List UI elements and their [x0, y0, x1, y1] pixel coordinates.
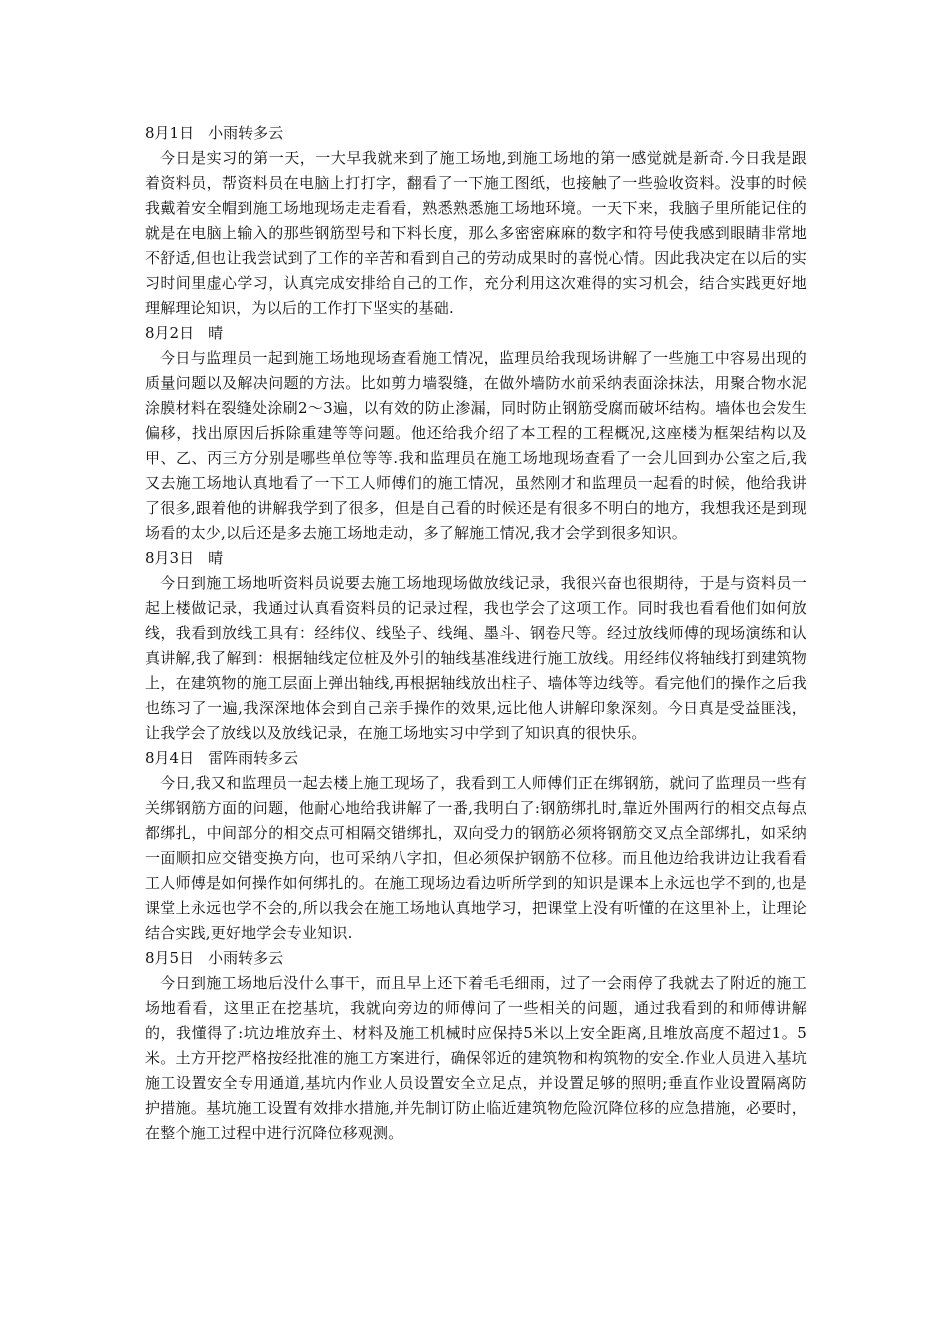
entry-heading [145, 321, 807, 346]
entry-text: 今日与监理员一起到施工场地现场查看施工情况，监理员给我现场讲解了一些施工中容易出现的质量问题以及解决问题的方法。比如剪力墙裂缝，在做外墙防水前采纳表面涂抹法，用聚合物水泥涂膜材料在裂缝处涂刷2～3遍，以有效的防止渗漏，同时防止钢筋受腐而破坏结构。墙体也会发生偏移，找出原因后拆除重建等等问题。他还给我介绍了本工程的工程概况,这座楼为框架结构以及甲、乙、丙三方分别是哪些单位等等.我和监理员在施工场地现场查看了一会儿回到办公室之后,我又去施工场地认真地看了一下工人师傅们的施工情况，虽然刚才和监理员一起看的时候，他给我讲了很多,跟着他的讲解我学到了很多，但是自己看的时候还是有很多不明白的地方，我想我还是到现场看的太少,以后还是多去施工场地走动，多了解施工情况,我才会学到很多知识。 [145, 349, 807, 542]
entry-text: 今日,我又和监理员一起去楼上施工现场了，我看到工人师傅们正在绑钢筋，就问了监理员一些有关绑钢筋方面的问题，他耐心地给我讲解了一番,我明白了:钢筋绑扎时,靠近外围两行的相交点每点都绑扎，中间部分的相交点可相隔交错绑扎，双向受力的钢筋必须将钢筋交叉点全部绑扎，如采纳一面顺扣应交错变换方向，也可采纳八字扣，但必须保护钢筋不位移。而且他边给我讲边让我看看工人师傅是如何操作如何绑扎的。在施工现场边看边听所学到的知识是课本上永远也学不到的,也是课堂上永远也学不会的,所以我会在施工场地认真地学习，把课堂上没有听懂的在这里补上，让理论结合实践,更好地学会专业知识. [145, 774, 807, 942]
diary-document [145, 121, 807, 1146]
diary-entry-aug-2 [145, 321, 807, 546]
entry-heading [145, 746, 807, 771]
entry-text: 今日是实习的第一天，一大早我就来到了施工场地,到施工场地的第一感觉就是新奇.今日我是跟着资料员，帮资料员在电脑上打打字，翻看了一下施工图纸，也接触了一些验收资料。没事的时候我戴着安全帽到施工场地现场走走看看，熟悉熟悉施工场地环境。一天下来，我脑子里所能记住的就是在电脑上输入的那些钢筋型号和下料长度，那么多密密麻麻的数字和符号使我感到眼睛非常地不舒适,但也让我尝试到了工作的辛苦和看到自己的劳动成果时的喜悦心情。因此我决定在以后的实习时间里虚心学习，认真完成安排给自己的工作，充分利用这次难得的实习机会，结合实践更好地理解理论知识，为以后的工作打下坚实的基础. [145, 149, 807, 317]
diary-entry-aug-5 [145, 946, 807, 1146]
entry-weather: 晴 [208, 549, 224, 567]
entry-heading [145, 946, 807, 971]
entry-date: 8月1日 [145, 124, 195, 142]
diary-entry-aug-1 [145, 121, 807, 321]
entry-date: 8月2日 [145, 324, 195, 342]
entry-text: 今日到施工场地听资料员说要去施工场地现场做放线记录，我很兴奋也很期待，于是与资料员一起上楼做记录，我通过认真看资料员的记录过程，我也学会了这项工作。同时我也看看他们如何放线，我看到放线工具有：经纬仪、线坠子、线绳、墨斗、钢卷尺等。经过放线师傅的现场演练和认真讲解,我了解到：根据轴线定位桩及外引的轴线基准线进行施工放线。用经纬仪将轴线打到建筑物上，在建筑物的施工层面上弹出轴线,再根据轴线放出柱子、墙体等边线等。看完他们的操作之后我也练习了一遍,我深深地体会到自己亲手操作的效果,远比他人讲解印象深刻。今日真是受益匪浅，让我学会了放线以及放线记录，在施工场地实习中学到了知识真的很快乐。 [145, 574, 807, 742]
entry-weather: 雷阵雨转多云 [208, 749, 299, 767]
entry-heading [145, 121, 807, 146]
entry-heading [145, 546, 807, 571]
entry-text: 今日到施工场地后没什么事干，而且早上还下着毛毛细雨，过了一会雨停了我就去了附近的施工场地看看，这里正在挖基坑，我就向旁边的师傅问了一些相关的问题，通过我看到的和师傅讲解的，我懂得了:坑边堆放弃土、材料及施工机械时应保持5米以上安全距离,且堆放高度不超过1。5米。土方开挖严格按经批准的施工方案进行，确保邻近的建筑物和构筑物的安全.作业人员进入基坑施工设置安全专用通道,基坑内作业人员设置安全立足点，并设置足够的照明;垂直作业设置隔离防护措施。基坑施工设置有效排水措施,并先制订防止临近建筑物危险沉降位移的应急措施，必要时，在整个施工过程中进行沉降位移观测。 [145, 974, 807, 1142]
diary-entry-aug-4 [145, 746, 807, 946]
entry-date: 8月3日 [145, 549, 195, 567]
entry-weather: 晴 [208, 324, 224, 342]
entry-weather: 小雨转多云 [208, 949, 284, 967]
entry-date: 8月4日 [145, 749, 195, 767]
diary-entry-aug-3 [145, 546, 807, 746]
entry-weather: 小雨转多云 [208, 124, 284, 142]
entry-date: 8月5日 [145, 949, 195, 967]
